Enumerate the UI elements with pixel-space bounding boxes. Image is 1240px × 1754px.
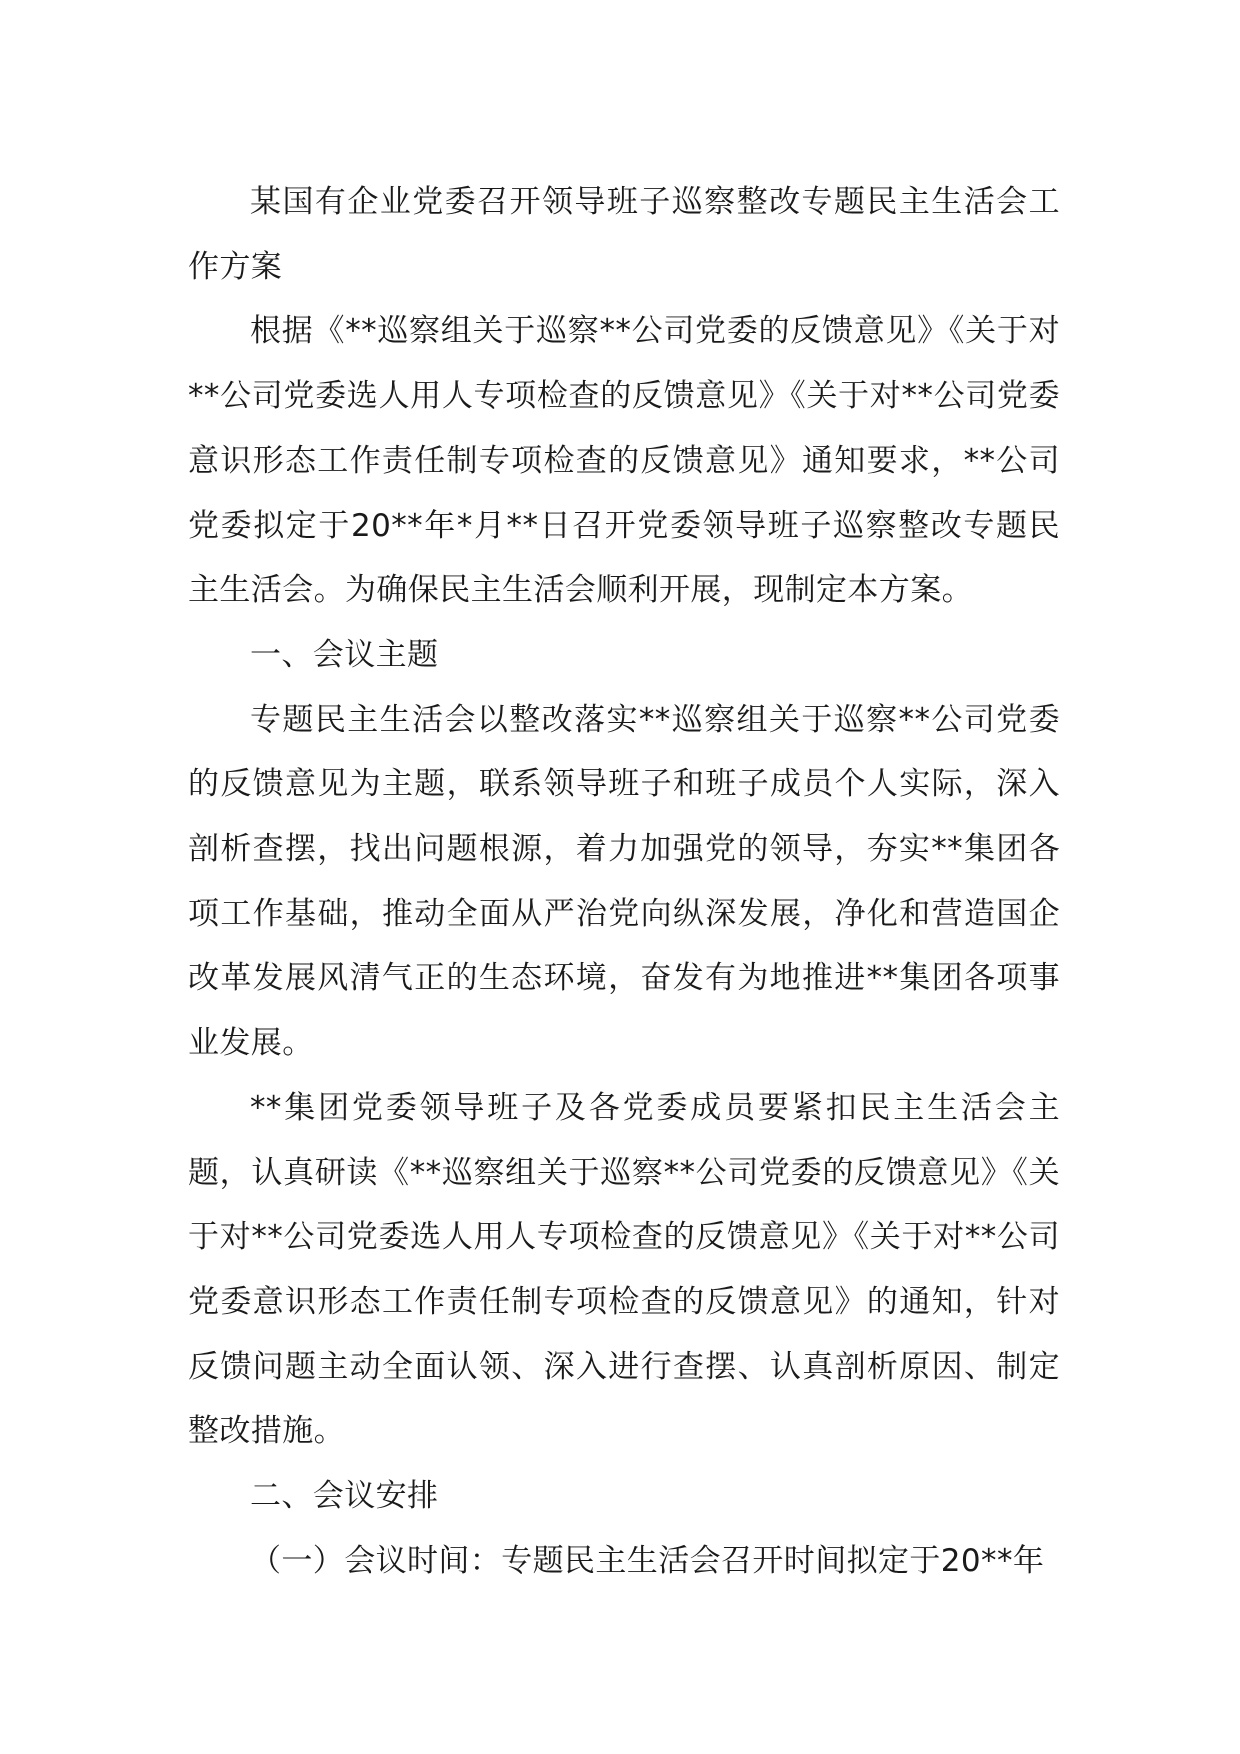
section-heading-meeting-arrangement: 二、会议安排	[250, 1478, 439, 1515]
paragraph-requirements: **集团党委领导班子及各党委成员要紧扣民主生活会主题，认真研读《**巡察组关于巡察**公司党委的反馈意见》《关于对**公司党委选人用人专项检查的反馈意见》《关于对**公司党委意识形态工作责任制专项检查的反馈意见》的通知，针对反馈问题主动全面认领、深入进行查摆、认真剖析原因、制定整改措施。	[188, 1089, 1060, 1450]
document-title: 某国有企业党委召开领导班子巡察整改专题民主生活会工作方案	[188, 184, 1060, 285]
section-heading-meeting-theme: 一、会议主题	[250, 636, 439, 673]
paragraph-basis: 根据《**巡察组关于巡察**公司党委的反馈意见》《关于对**公司党委选人用人专项检查的反馈意见》《关于对**公司党委意识形态工作责任制专项检查的反馈意见》通知要求，**公司党委拟定于20**年*月**日召开党委领导班子巡察整改专题民主生活会。为确保民主生活会顺利开展，现制定本方案。	[188, 313, 1060, 609]
paragraph-meeting-time: （一）会议时间：专题民主生活会召开时间拟定于20**年	[250, 1542, 1045, 1579]
document-body	[188, 170, 1060, 1593]
paragraph-theme: 专题民主生活会以整改落实**巡察组关于巡察**公司党委的反馈意见为主题，联系领导班子和班子成员个人实际，深入剖析查摆，找出问题根源，着力加强党的领导，夯实**集团各项工作基础，推动全面从严治党向纵深发展，净化和营造国企改革发展风清气正的生态环境，奋发有为地推进**集团各项事业发展。	[188, 701, 1060, 1062]
